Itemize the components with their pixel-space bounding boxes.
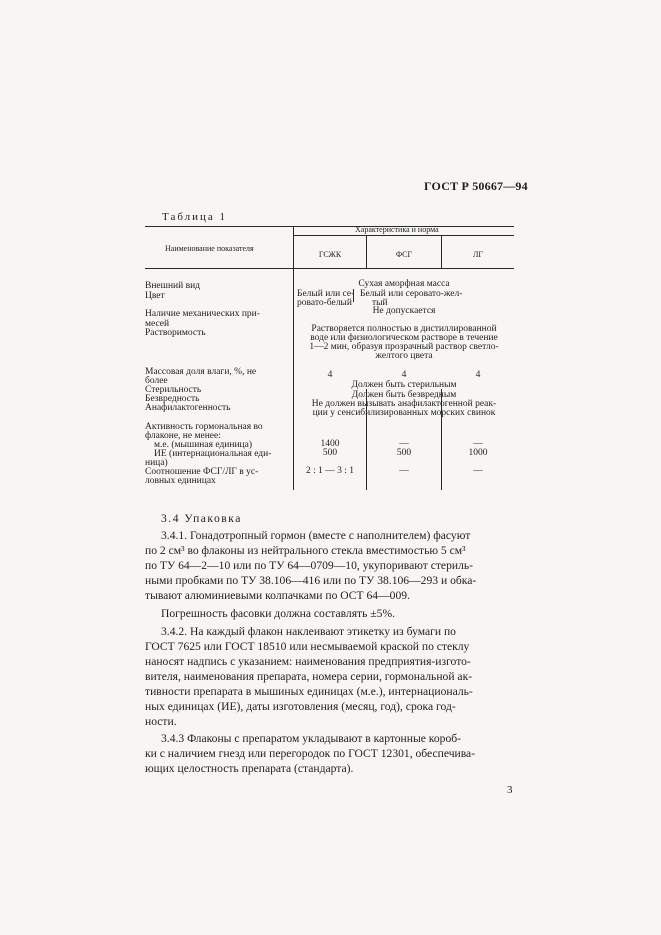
- value-color-fsglg-1: Белый или серовато-жел-: [360, 289, 463, 299]
- paragraph-line: по ТУ 64—2—10 или по ТУ 64—0709—10, укупоривают стериль-: [145, 559, 473, 572]
- value-ie-gszhk: 500: [322, 448, 338, 458]
- row-label-harmlessness: Безвредность: [145, 394, 200, 404]
- value-color-gszhk-1: Белый или се-: [297, 289, 355, 299]
- paragraph-line: 3.4.3 Флаконы с препаратом укладывают в картонные короб-: [161, 732, 461, 745]
- head-col-lg: ЛГ: [472, 250, 484, 259]
- value-ie-fsg: 500: [396, 448, 412, 458]
- value-ratio-lg: —: [473, 466, 483, 476]
- page-number: 3: [507, 784, 513, 796]
- row-label-ratio-1: Соотношение ФСГ/ЛГ в ус-: [145, 467, 259, 477]
- row-label-activity-1: Активность гормональная во: [145, 422, 263, 432]
- paragraph-line: ки с наличием гнезд или перегородок по ГОСТ 12301, обеспечива-: [145, 747, 476, 760]
- paragraph-line: ных единицах (ИЕ), даты изготовления (месяц, год), срока год-: [145, 700, 456, 713]
- value-solubility-3: 1—2 мин, образуя прозрачный раствор светло-: [309, 342, 499, 352]
- paragraph-tolerance: Погрешность фасовки должна составлять ±5%.: [161, 607, 396, 620]
- value-me-gszhk: 1400: [320, 439, 340, 449]
- paragraph-line: ГОСТ 7625 или ГОСТ 18510 или несмываемой краской по стеклу: [145, 640, 470, 653]
- table-top-rule: [145, 226, 514, 227]
- head-char-group: Характеристика и норма: [355, 225, 439, 234]
- paragraph-line: по 2 см³ во флаконы из нейтрального стекла вместимостью 5 см³: [145, 544, 466, 557]
- paragraph-line: вителя, наименования препарата, номера серии, гормональной ак-: [145, 670, 473, 683]
- paragraph-line: ности.: [145, 715, 177, 728]
- value-solubility-2: воде или физиологическом растворе в течение: [310, 333, 498, 343]
- value-moisture-fsg: 4: [401, 370, 407, 380]
- row-label-moisture-2: более: [145, 376, 168, 386]
- value-sterility: Должен быть стерильным: [351, 380, 457, 390]
- value-solubility-4: желтого цвета: [375, 351, 433, 361]
- row-label-activity-ie-2: ница): [145, 458, 168, 468]
- row-label-moisture-1: Массовая доля влаги, %, не: [145, 367, 257, 377]
- value-moisture-gszhk: 4: [327, 370, 333, 380]
- paragraph-line: 3.4.2. На каждый флакон наклеивают этикетку из бумаги по: [161, 625, 456, 638]
- paragraph-line: тивности препарата в мышиных единицах (м.е.), интернациональ-: [145, 685, 473, 698]
- section-title: 3.4 Упаковка: [161, 512, 242, 525]
- table-caption: Таблица 1: [162, 211, 228, 223]
- paragraph-line: ющих целостность препарата (стандарта).: [145, 762, 354, 775]
- value-anaphylaxis-2: ции у сенсибилизированных морских свинок: [312, 408, 496, 418]
- table-head-rule: [145, 268, 514, 269]
- value-ratio-fsg: —: [399, 466, 409, 476]
- value-impurities: Не допускается: [372, 306, 436, 316]
- row-label-activity-me: м.е. (мышиная единица): [154, 440, 252, 450]
- paragraph-line: наносят надпись с указанием: наименования предприятия-изгото-: [145, 655, 471, 668]
- row-label-impurities-2: месей: [145, 319, 170, 329]
- row-label-activity-ie-1: ИЕ (интернациональная еди-: [154, 449, 272, 459]
- value-moisture-lg: 4: [475, 370, 481, 380]
- value-me-fsg: —: [399, 439, 409, 449]
- value-ratio-gszhk: 2 : 1 — 3 : 1: [305, 466, 355, 476]
- value-solubility-1: Растворяется полностью в дистиллированной: [311, 324, 497, 334]
- row-label-impurities-1: Наличие механических при-: [145, 309, 260, 319]
- value-appearance: Сухая аморфная масса: [358, 279, 450, 289]
- paragraph-line: тывают алюминиевыми колпачками по ОСТ 64—009.: [145, 589, 410, 602]
- document-code: ГОСТ Р 50667—94: [424, 179, 528, 193]
- value-color-gszhk-2: ровато-белый: [297, 298, 352, 308]
- head-col-gszhk: ГСЖК: [318, 250, 342, 259]
- row-label-color: Цвет: [145, 291, 165, 301]
- row-label-solubility: Растворимость: [145, 328, 206, 338]
- paragraph-line: 3.4.1. Гонадотропный гормон (вместе с наполнителем) фасуют: [161, 529, 471, 542]
- table-group-rule: [293, 235, 514, 236]
- row-label-ratio-2: ловных единицах: [145, 476, 216, 486]
- value-anaphylaxis-1: Не должен вызывать анафилактогенной реак-: [311, 399, 497, 409]
- head-col-fsg: ФСГ: [395, 250, 413, 259]
- row-label-appearance: Внешний вид: [145, 281, 200, 291]
- value-ie-lg: 1000: [468, 448, 488, 458]
- row-label-sterility: Стерильность: [145, 385, 202, 395]
- head-name-col: Наименование показателя: [165, 244, 254, 253]
- row-label-anaphylaxis: Анафилактогенность: [145, 403, 231, 413]
- paragraph-line: ными пробками по ТУ 38.106—416 или по ТУ 38.106—293 и обка-: [145, 574, 477, 587]
- value-me-lg: —: [473, 439, 483, 449]
- row-label-activity-2: флаконе, не менее:: [145, 431, 221, 441]
- value-harmlessness: Должен быть безвредным: [351, 390, 457, 400]
- value-color-fsglg-2: тый: [372, 298, 388, 308]
